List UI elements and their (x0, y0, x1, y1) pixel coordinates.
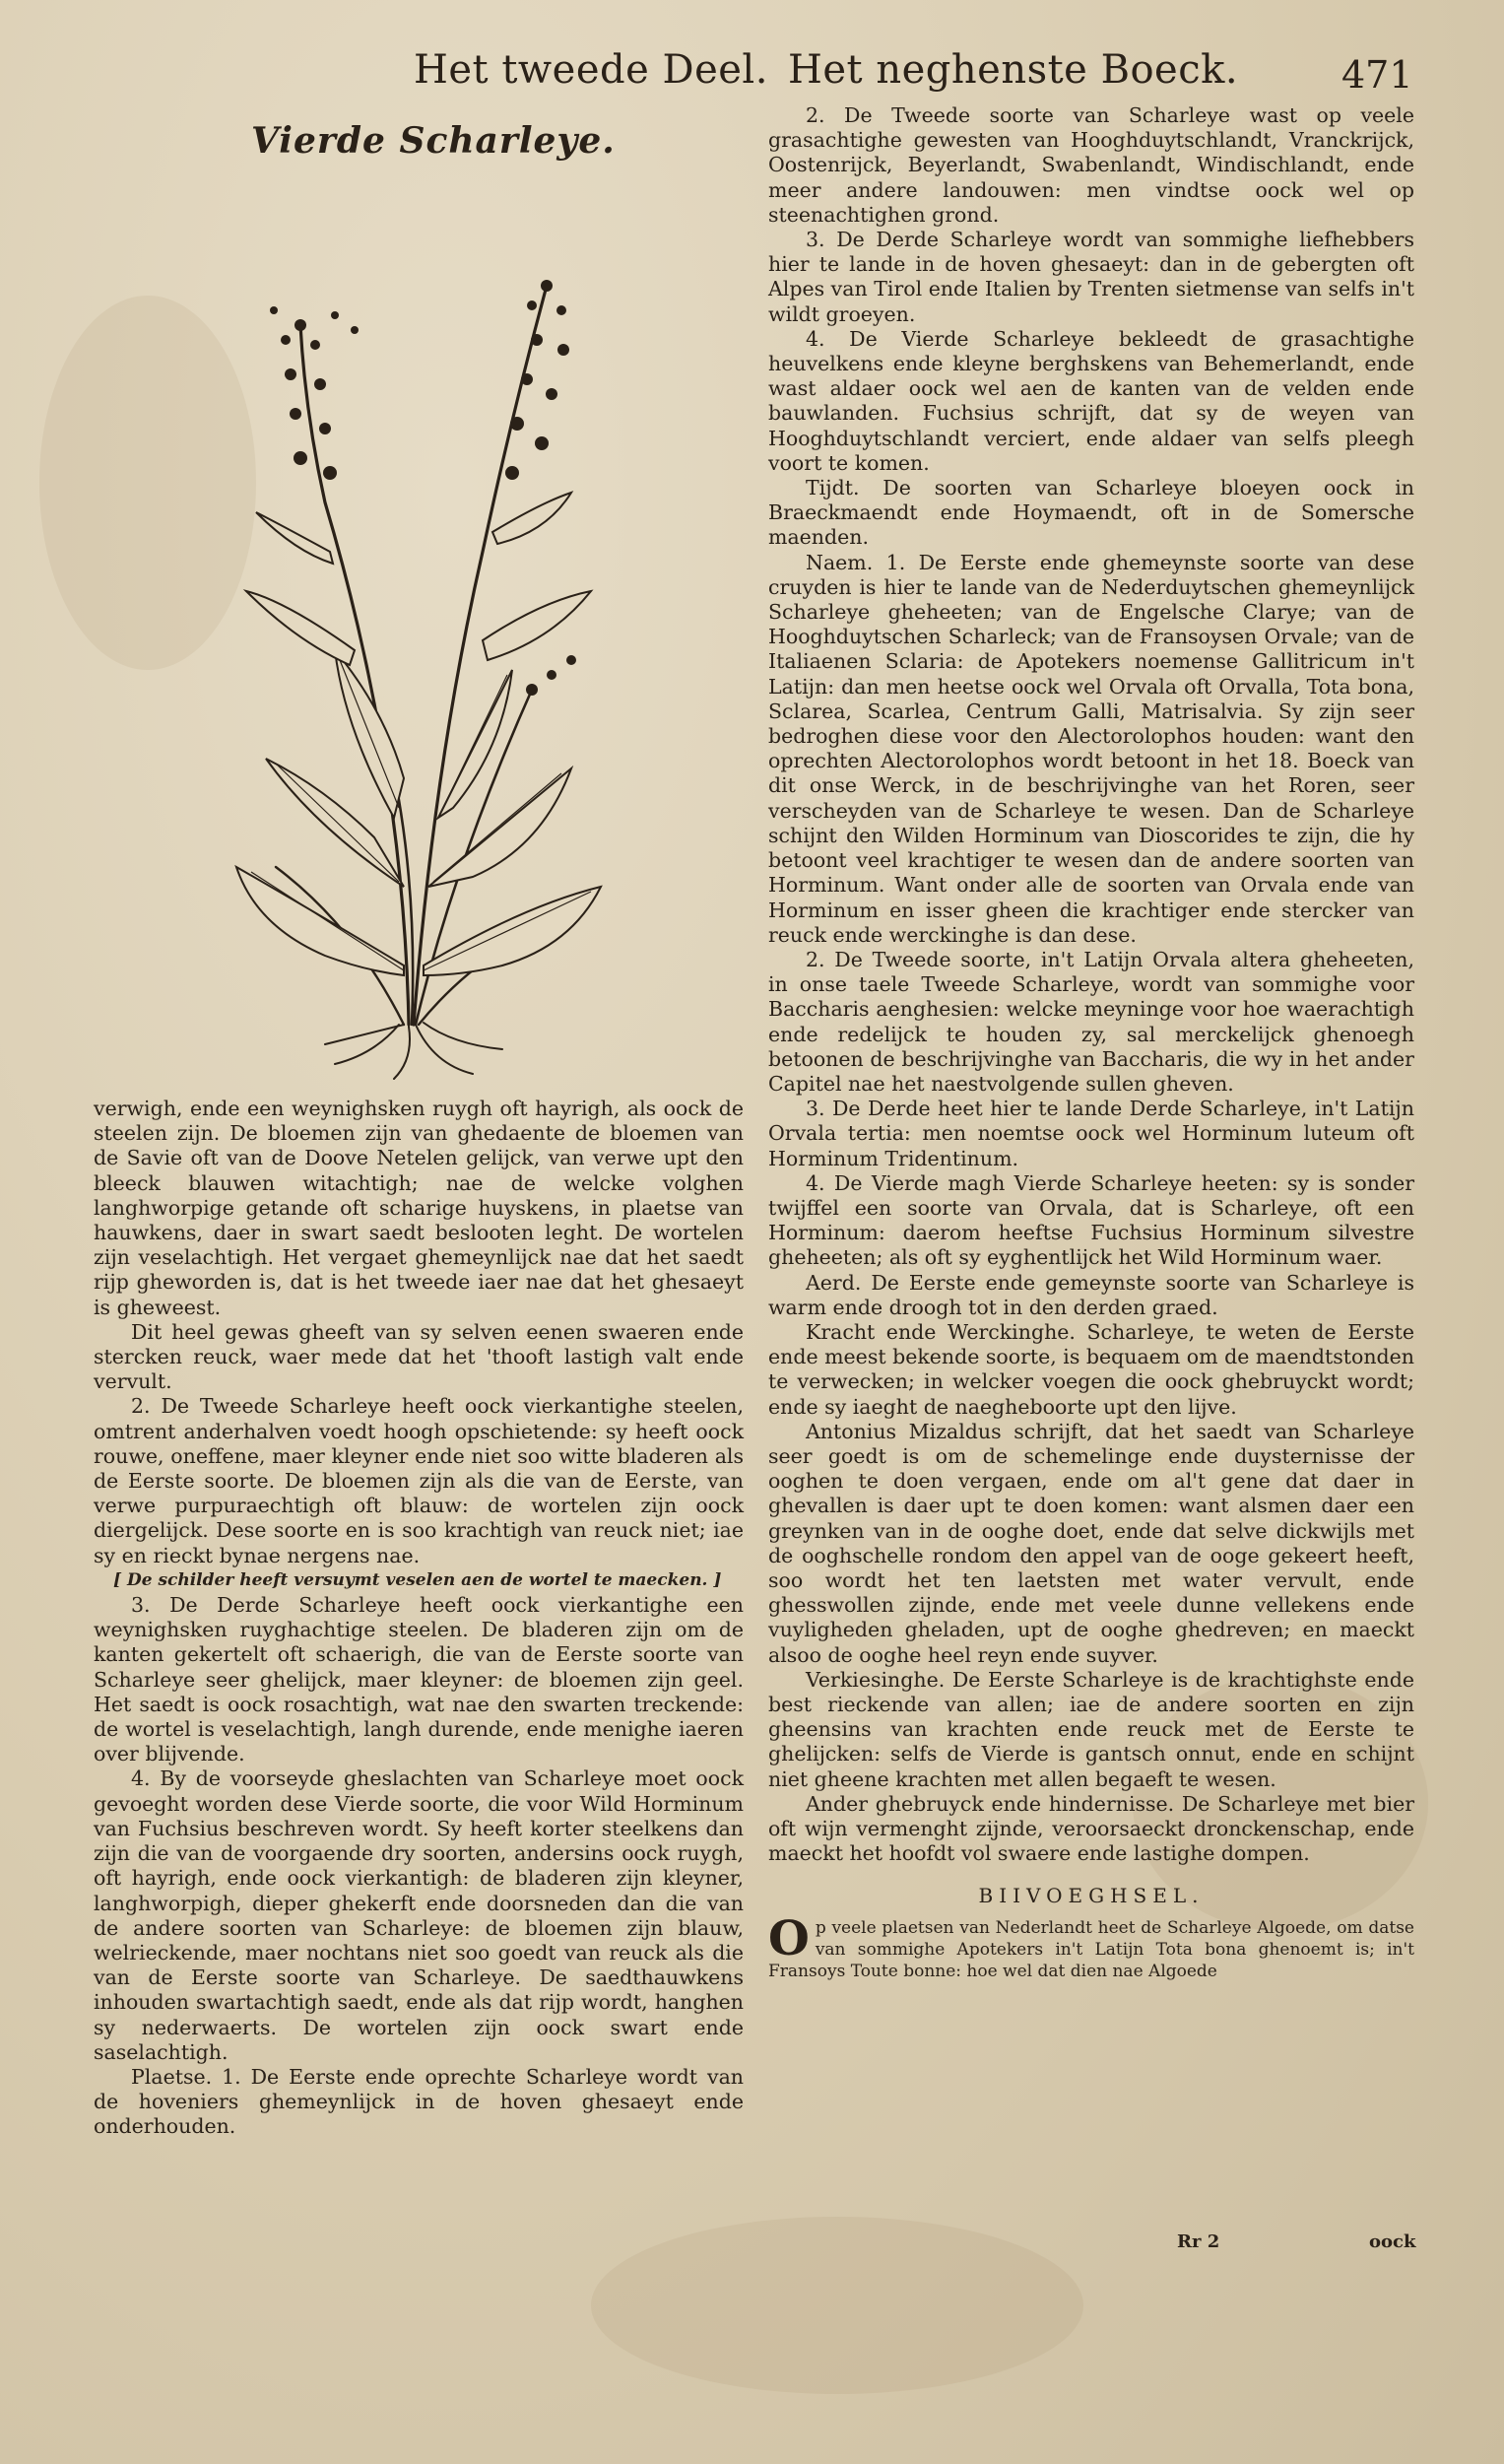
paragraph: Dit heel gewas gheeft van sy selven eenen swaeren ende stercken reuck, waer mede dat het 'thooft lastigh valt ende vervult. (94, 1319, 744, 1394)
paragraph: Antonius Mizaldus schrijft, dat het saedt van Scharleye seer goedt is om de schemelinge ende duysternisse der ooghen te doen vergaen, ende om al't gene dat daer in ghevallen is daer upt te doen komen: want alsmen daer een greynken van in de ooghe doet, ende dat selve dickwijls met de ooghschelle rondom den appel van de ooge gekeert heeft, soo wordt het ten laetsten met water vervult, ende ghesswollen zijnde, ende met veele dunne vellekens ende vuyligheden gheladen, upt de ooghe ghedreven; en maeckt alsoo de ooghe heel reyn ende suyver. (768, 1419, 1414, 1667)
dropcap-letter: O (768, 1910, 810, 1966)
paragraph: Verkiesinghe. De Eerste Scharleye is de krachtighste ende best rieckende van allen; iae de andere soorten en zijn gheensins van krachten ende reuck met de Eerste te ghelijcken: selfs de Vierde is gantsch onnut, ende en schijnt niet gheene krachten met allen begaeft te wesen. (768, 1667, 1414, 1791)
paragraph: Plaetse. 1. De Eerste ende oprechte Scharleye wordt van de hoveniers ghemeynlijck in de hoven ghesaeyt ende onderhouden. (94, 2064, 744, 2139)
paragraph: Naem. 1. De Eerste ende ghemeynste soorte van dese cruyden is hier te lande van de Nederduytschen ghemeynlijck Scharleye gheheeten; van de Engelsche Clarye; van de Hooghduytschen Scharleck; van de Fransoysen Orvale; van de Italiaenen Sclaria: de Apotekers noemense Gallitricum in't Latijn: dan men heetse oock wel Orvala oft Orvalla, Tota bona, Sclarea, Scarlea, Centrum Galli, Matrisalvia. Sy zijn seer bedroghen diese voor den Alectorolophos houden: want den oprechten Alectorolophos wordt betoont in het 18. Boeck van dit onse Werck, in de beschrijvinghe van het Roren, seer verscheyden van de Scharleye te wesen. Dan de Scharleye schijnt den Wilden Horminum van Dioscorides te zijn, die hy betoont veel krachtiger te wesen dan de andere soorten van Horminum. Want onder alle de soorten van Orvala ende van Horminum en isser gheen die krachtiger ende stercker van reuck ende werckinghe is dan dese. (768, 550, 1414, 947)
paragraph: 2. De Tweede soorte van Scharleye wast op veele grasachtighe gewesten van Hooghduytschlandt, Vranckrijck, Oostenrijck, Beyerlandt, Swabenlandt, Windischlandt, ende meer andere landouwen: men vindtse oock wel op steenachtighen grond. (768, 103, 1414, 227)
paragraph: 2. De Tweede Scharleye heeft oock vierkantighe steelen, omtrent anderhalven voedt hoogh opschietende: sy heeft oock rouwe, oneffene, maer kleyner ende niet soo witte bladeren als de Eerste soorte. De bloemen zijn als die van de Eerste, van verwe purpuraechtigh oft blauw: de wortelen zijn oock diergelijck. Dese soorte en is soo krachtigh van reuck niet; iae sy en rieckt bynae nergens nae. (94, 1394, 744, 1567)
running-header (0, 39, 1504, 108)
signature-mark: Rr 2 (1177, 2231, 1220, 2252)
paragraph: 4. By de voorseyde gheslachten van Scharleye moet oock gevoeght worden dese Vierde soorte, die voor Wild Horminum van Fuchsius beschreven wordt. Sy heeft korter steelkens dan zijn die van de voorgaende dry soorten, andersins oock ruygh, oft hayrigh, ende oock vierkantigh: de bladeren zijn kleyner, langhworpigh, dieper ghekerft ende doorsneden dan die van de andere soorten van Scharleye: de bloemen zijn blauw, welrieckende, maer nochtans niet soo goedt van reuck als die van de Eerste soorte van Scharleye. De saedthauwkens inhouden swartachtigh saedt, ende als dat rijp wordt, hanghen sy nederwaerts. De wortelen zijn oock swart ende saselachtigh. (94, 1766, 744, 2064)
paragraph: 4. De Vierde Scharleye bekleedt de grasachtighe heuvelkens ende kleyne berghskens van Behemerlandt, ende wast aldaer oock wel aen de kanten van de velden ende bauwlanden. Fuchsius schrijft, dat sy de weyen van Hooghduytschlandt verciert, ende aldaer van selfs pleegh voort te komen. (768, 326, 1414, 475)
paragraph: 4. De Vierde magh Vierde Scharleye heeten: sy is sonder twijffel een soorte van Orvala, dat is Scharleye, oft een Horminum: daerom heeftse Fuchsius Horminum silvestre gheheeten; als oft sy eyghentlijck het Wild Horminum waer. (768, 1170, 1414, 1270)
header-part: Het tweede Deel. (414, 47, 768, 93)
paragraph: Ander ghebruyck ende hindernisse. De Scharleye met bier oft wijn vermenght zijnde, veroorsaeckt dronckenschap, ende maeckt het hoofdt vol swaere ende lastighe dompen. (768, 1791, 1414, 1866)
paragraph: verwigh, ende een weynighsken ruygh oft hayrigh, als oock de steelen zijn. De bloemen zijn van ghedaente de bloemen van de Savie oft van de Doove Netelen gelijck, van verwe upt den bleeck blauwen witachtigh; nae de welcke volghen langhworpige getande oft scharige huyskens, in plaetse van hauwkens, daer in swart saedt beslooten leght. De wortelen zijn veselachtigh. Het vergaet ghemeynlijck nae dat het saedt rijp gheworden is, dat is het tweede iaer nae dat het ghesaeyt is gheweest. (94, 1097, 744, 1319)
page-number: 471 (1341, 53, 1413, 97)
plant-woodcut-illustration (158, 177, 680, 1084)
right-text-column (768, 103, 1414, 1982)
addendum-paragraph (768, 1910, 1414, 1982)
header-book: Het neghenste Boeck. (788, 47, 1239, 93)
paragraph: 2. De Tweede soorte, in't Latijn Orvala altera gheheeten, in onse taele Tweede Scharleye, wordt van sommighe voor Baccharis aenghesien: welcke meyninge voor hoe waerachtigh ende redelijck te houden zy, sal merckelijck ghenoegh betoonen de beschrijvinghe van Baccharis, die wy in het ander Capitel nae het naestvolgende sullen gheven. (768, 947, 1414, 1096)
paragraph: 3. De Derde heet hier te lande Derde Scharleye, in't Latijn Orvala tertia: men noemtse oock wel Horminum luteum oft Horminum Tridentinum. (768, 1097, 1414, 1170)
catchword: oock (1369, 2231, 1416, 2252)
printer-note: [ De schilder heeft versuymt veselen aen de wortel te maecken. ] (113, 1569, 722, 1590)
paragraph: Tijdt. De soorten van Scharleye bloeyen oock in Braeckmaendt ende Hoymaendt, oft in de Somersche maenden. (768, 476, 1414, 550)
left-text-column (94, 1097, 744, 2140)
addendum-heading: BIIVOEGHSEL. (978, 1884, 1205, 1908)
paragraph: Aerd. De Eerste ende gemeynste soorte van Scharleye is warm ende droogh tot in den derden graed. (768, 1270, 1414, 1319)
paragraph: 3. De Derde Scharleye wordt van sommighe liefhebbers hier te lande in de hoven ghesaeyt: dan in de gebergten oft Alpes van Tirol ende Italien by Trenten sietmense van selfs in't wildt groeyen. (768, 228, 1414, 326)
paragraph: 3. De Derde Scharleye heeft oock vierkantighe een weynighsken ruyghachtige steelen. De bladeren zijn om de kanten gekertelt oft schaerigh, die van de Eerste soorte van Scharleye seer ghelijck, maer kleyner: de bloemen zijn geel. Het saedt is oock rosachtigh, wat nae den swarten treckende: de wortel is veselachtigh, langh durende, ende menighe iaeren over blijvende. (94, 1593, 744, 1766)
plant-title: Vierde Scharleye. (251, 120, 616, 162)
paragraph: Kracht ende Werckinghe. Scharleye, te weten de Eerste ende meest bekende soorte, is bequaem om de maendtstonden te verwecken; in welcker voegen die oock ghebruyckt wordt; ende sy iaeght de naegheboorte upt den lijve. (768, 1319, 1414, 1419)
paper-stain (591, 2217, 1083, 2394)
addendum-text: p veele plaetsen van Nederlandt heet de Scharleye Algoede, om datse van sommighe Apotekers in't Latijn Tota bona ghenoemt is; in't Fransoys Toute bonne: hoe wel dat dien nae Algoede (768, 1917, 1414, 1981)
